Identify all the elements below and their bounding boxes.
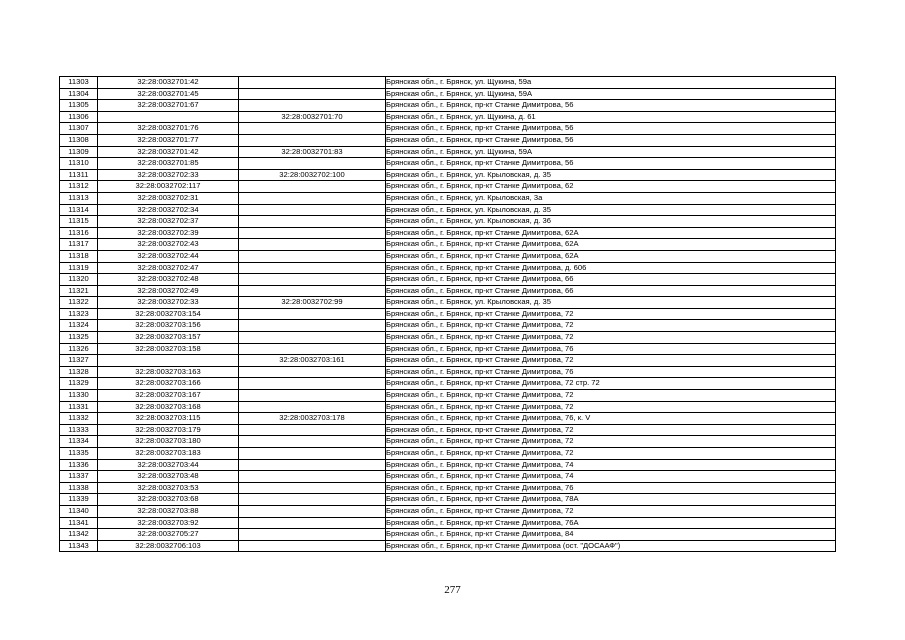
related-cadastral-number-cell [239, 505, 386, 517]
table-row [60, 378, 836, 390]
related-cadastral-number-cell [239, 436, 386, 448]
row-number-cell: 11303 [60, 77, 98, 89]
row-number-cell: 11340 [60, 505, 98, 517]
row-number-cell: 11324 [60, 320, 98, 332]
related-cadastral-number-cell [239, 192, 386, 204]
related-cadastral-number-cell: 32:28:0032701:83 [239, 146, 386, 158]
table-row [60, 192, 836, 204]
cadastral-number-cell: 32:28:0032703:92 [98, 517, 239, 529]
row-number-cell: 11307 [60, 123, 98, 135]
address-cell: Брянская обл., г. Брянск, ул. Щукина, 59а [386, 77, 836, 89]
cadastral-number-cell: 32:28:0032701:85 [98, 158, 239, 170]
table-row [60, 216, 836, 228]
table-row [60, 332, 836, 344]
address-cell: Брянская обл., г. Брянск, пр-кт Станке Димитрова, 76А [386, 517, 836, 529]
table-row [60, 343, 836, 355]
related-cadastral-number-cell [239, 77, 386, 89]
related-cadastral-number-cell [239, 308, 386, 320]
address-cell: Брянская обл., г. Брянск, пр-кт Станке Димитрова, 66 [386, 274, 836, 286]
address-cell: Брянская обл., г. Брянск, пр-кт Станке Димитрова, 66 [386, 285, 836, 297]
related-cadastral-number-cell [239, 343, 386, 355]
cadastral-number-cell: 32:28:0032702:47 [98, 262, 239, 274]
row-number-cell: 11310 [60, 158, 98, 170]
related-cadastral-number-cell [239, 401, 386, 413]
table-row [60, 297, 836, 309]
address-cell: Брянская обл., г. Брянск, пр-кт Станке Димитрова, 56 [386, 123, 836, 135]
address-cell: Брянская обл., г. Брянск, пр-кт Станке Димитрова, 62А [386, 227, 836, 239]
address-cell: Брянская обл., г. Брянск, пр-кт Станке Димитрова, 72 [386, 355, 836, 367]
address-cell: Брянская обл., г. Брянск, пр-кт Станке Димитрова, д. 606 [386, 262, 836, 274]
related-cadastral-number-cell: 32:28:0032703:161 [239, 355, 386, 367]
cadastral-number-cell [98, 355, 239, 367]
table-row [60, 390, 836, 402]
table-row [60, 355, 836, 367]
related-cadastral-number-cell [239, 262, 386, 274]
row-number-cell: 11312 [60, 181, 98, 193]
address-cell: Брянская обл., г. Брянск, ул. Щукина, 59А [386, 88, 836, 100]
address-cell: Брянская обл., г. Брянск, ул. Крыловская, д. 35 [386, 169, 836, 181]
row-number-cell: 11334 [60, 436, 98, 448]
related-cadastral-number-cell [239, 285, 386, 297]
row-number-cell: 11332 [60, 413, 98, 425]
cadastral-number-cell: 32:28:0032703:158 [98, 343, 239, 355]
row-number-cell: 11322 [60, 297, 98, 309]
related-cadastral-number-cell [239, 459, 386, 471]
row-number-cell: 11320 [60, 274, 98, 286]
address-cell: Брянская обл., г. Брянск, пр-кт Станке Димитрова, 72 [386, 390, 836, 402]
row-number-cell: 11314 [60, 204, 98, 216]
related-cadastral-number-cell [239, 88, 386, 100]
table-row [60, 413, 836, 425]
cadastral-number-cell: 32:28:0032703:44 [98, 459, 239, 471]
related-cadastral-number-cell [239, 332, 386, 344]
table-row [60, 308, 836, 320]
cadastral-number-cell: 32:28:0032703:180 [98, 436, 239, 448]
related-cadastral-number-cell: 32:28:0032701:70 [239, 111, 386, 123]
cadastral-number-cell: 32:28:0032702:117 [98, 181, 239, 193]
address-cell: Брянская обл., г. Брянск, пр-кт Станке Димитрова, 56 [386, 100, 836, 112]
related-cadastral-number-cell [239, 181, 386, 193]
related-cadastral-number-cell [239, 134, 386, 146]
cadastral-number-cell: 32:28:0032706:103 [98, 540, 239, 552]
table-row [60, 88, 836, 100]
address-cell: Брянская обл., г. Брянск, пр-кт Станке Димитрова, 78А [386, 494, 836, 506]
related-cadastral-number-cell [239, 100, 386, 112]
cadastral-number-cell: 32:28:0032702:49 [98, 285, 239, 297]
row-number-cell: 11325 [60, 332, 98, 344]
related-cadastral-number-cell [239, 216, 386, 228]
cadastral-number-cell: 32:28:0032703:167 [98, 390, 239, 402]
cadastral-number-cell: 32:28:0032701:77 [98, 134, 239, 146]
row-number-cell: 11330 [60, 390, 98, 402]
related-cadastral-number-cell [239, 320, 386, 332]
row-number-cell: 11311 [60, 169, 98, 181]
cadastral-number-cell: 32:28:0032703:183 [98, 448, 239, 460]
table-row [60, 146, 836, 158]
row-number-cell: 11339 [60, 494, 98, 506]
row-number-cell: 11342 [60, 529, 98, 541]
table-row [60, 459, 836, 471]
address-cell: Брянская обл., г. Брянск, пр-кт Станке Димитрова, 62А [386, 250, 836, 262]
row-number-cell: 11341 [60, 517, 98, 529]
cadastral-number-cell: 32:28:0032702:33 [98, 169, 239, 181]
row-number-cell: 11327 [60, 355, 98, 367]
row-number-cell: 11321 [60, 285, 98, 297]
address-cell: Брянская обл., г. Брянск, пр-кт Станке Димитрова, 62 [386, 181, 836, 193]
address-cell: Брянская обл., г. Брянск, ул. Крыловская, 3а [386, 192, 836, 204]
row-number-cell: 11318 [60, 250, 98, 262]
row-number-cell: 11305 [60, 100, 98, 112]
cadastral-registry-table [59, 76, 836, 552]
cadastral-number-cell: 32:28:0032701:45 [98, 88, 239, 100]
related-cadastral-number-cell [239, 494, 386, 506]
table-row [60, 227, 836, 239]
table-row [60, 366, 836, 378]
address-cell: Брянская обл., г. Брянск, пр-кт Станке Димитрова, 72 [386, 505, 836, 517]
row-number-cell: 11338 [60, 482, 98, 494]
related-cadastral-number-cell: 32:28:0032702:99 [239, 297, 386, 309]
related-cadastral-number-cell [239, 424, 386, 436]
related-cadastral-number-cell [239, 517, 386, 529]
table-row [60, 448, 836, 460]
cadastral-number-cell: 32:28:0032703:163 [98, 366, 239, 378]
related-cadastral-number-cell [239, 471, 386, 483]
table-row [60, 134, 836, 146]
table-row [60, 424, 836, 436]
table-row [60, 529, 836, 541]
page-number: 277 [444, 584, 461, 596]
related-cadastral-number-cell [239, 540, 386, 552]
related-cadastral-number-cell [239, 366, 386, 378]
cadastral-number-cell: 32:28:0032702:48 [98, 274, 239, 286]
cadastral-number-cell: 32:28:0032703:157 [98, 332, 239, 344]
row-number-cell: 11309 [60, 146, 98, 158]
address-cell: Брянская обл., г. Брянск, ул. Крыловская, д. 35 [386, 297, 836, 309]
address-cell: Брянская обл., г. Брянск, ул. Щукина, д. 61 [386, 111, 836, 123]
related-cadastral-number-cell [239, 390, 386, 402]
row-number-cell: 11304 [60, 88, 98, 100]
row-number-cell: 11306 [60, 111, 98, 123]
address-cell: Брянская обл., г. Брянск, пр-кт Станке Димитрова, 76, к. V [386, 413, 836, 425]
address-cell: Брянская обл., г. Брянск, пр-кт Станке Димитрова (ост. "ДОСААФ") [386, 540, 836, 552]
address-cell: Брянская обл., г. Брянск, ул. Крыловская, д. 35 [386, 204, 836, 216]
cadastral-number-cell: 32:28:0032701:76 [98, 123, 239, 135]
address-cell: Брянская обл., г. Брянск, пр-кт Станке Димитрова, 62А [386, 239, 836, 251]
table-row [60, 77, 836, 89]
address-cell: Брянская обл., г. Брянск, пр-кт Станке Димитрова, 72 [386, 332, 836, 344]
address-cell: Брянская обл., г. Брянск, пр-кт Станке Димитрова, 84 [386, 529, 836, 541]
table-row [60, 285, 836, 297]
cadastral-number-cell: 32:28:0032703:88 [98, 505, 239, 517]
table-row [60, 401, 836, 413]
cadastral-number-cell: 32:28:0032702:39 [98, 227, 239, 239]
cadastral-number-cell: 32:28:0032703:179 [98, 424, 239, 436]
row-number-cell: 11335 [60, 448, 98, 460]
table-row [60, 111, 836, 123]
related-cadastral-number-cell [239, 239, 386, 251]
row-number-cell: 11326 [60, 343, 98, 355]
address-cell: Брянская обл., г. Брянск, пр-кт Станке Димитрова, 56 [386, 134, 836, 146]
row-number-cell: 11329 [60, 378, 98, 390]
table-row [60, 239, 836, 251]
table-row [60, 123, 836, 135]
related-cadastral-number-cell: 32:28:0032703:178 [239, 413, 386, 425]
address-cell: Брянская обл., г. Брянск, пр-кт Станке Димитрова, 76 [386, 343, 836, 355]
row-number-cell: 11337 [60, 471, 98, 483]
cadastral-number-cell: 32:28:0032703:166 [98, 378, 239, 390]
table-row [60, 436, 836, 448]
related-cadastral-number-cell [239, 529, 386, 541]
address-cell: Брянская обл., г. Брянск, пр-кт Станке Димитрова, 72 [386, 424, 836, 436]
address-cell: Брянская обл., г. Брянск, пр-кт Станке Димитрова, 74 [386, 471, 836, 483]
cadastral-number-cell: 32:28:0032703:53 [98, 482, 239, 494]
address-cell: Брянская обл., г. Брянск, пр-кт Станке Димитрова, 74 [386, 459, 836, 471]
row-number-cell: 11323 [60, 308, 98, 320]
table-row [60, 482, 836, 494]
table-row [60, 262, 836, 274]
cadastral-number-cell: 32:28:0032703:48 [98, 471, 239, 483]
address-cell: Брянская обл., г. Брянск, пр-кт Станке Димитрова, 72 [386, 448, 836, 460]
cadastral-number-cell: 32:28:0032703:68 [98, 494, 239, 506]
row-number-cell: 11343 [60, 540, 98, 552]
related-cadastral-number-cell [239, 158, 386, 170]
related-cadastral-number-cell [239, 482, 386, 494]
address-cell: Брянская обл., г. Брянск, ул. Крыловская, д. 36 [386, 216, 836, 228]
cadastral-number-cell: 32:28:0032703:115 [98, 413, 239, 425]
address-cell: Брянская обл., г. Брянск, пр-кт Станке Димитрова, 72 [386, 308, 836, 320]
cadastral-number-cell: 32:28:0032703:154 [98, 308, 239, 320]
row-number-cell: 11336 [60, 459, 98, 471]
table-row [60, 181, 836, 193]
related-cadastral-number-cell [239, 123, 386, 135]
cadastral-number-cell: 32:28:0032702:33 [98, 297, 239, 309]
table-row [60, 505, 836, 517]
row-number-cell: 11316 [60, 227, 98, 239]
related-cadastral-number-cell: 32:28:0032702:100 [239, 169, 386, 181]
row-number-cell: 11317 [60, 239, 98, 251]
table-row [60, 250, 836, 262]
row-number-cell: 11313 [60, 192, 98, 204]
cadastral-number-cell: 32:28:0032701:42 [98, 77, 239, 89]
related-cadastral-number-cell [239, 227, 386, 239]
cadastral-number-cell: 32:28:0032705:27 [98, 529, 239, 541]
address-cell: Брянская обл., г. Брянск, пр-кт Станке Димитрова, 72 стр. 72 [386, 378, 836, 390]
table-row [60, 540, 836, 552]
cadastral-number-cell: 32:28:0032702:34 [98, 204, 239, 216]
cadastral-number-cell [98, 111, 239, 123]
row-number-cell: 11319 [60, 262, 98, 274]
row-number-cell: 11331 [60, 401, 98, 413]
address-cell: Брянская обл., г. Брянск, пр-кт Станке Димитрова, 72 [386, 401, 836, 413]
table-row [60, 471, 836, 483]
address-cell: Брянская обл., г. Брянск, пр-кт Станке Димитрова, 76 [386, 366, 836, 378]
table-row [60, 274, 836, 286]
address-cell: Брянская обл., г. Брянск, пр-кт Станке Димитрова, 76 [386, 482, 836, 494]
row-number-cell: 11333 [60, 424, 98, 436]
table-row [60, 494, 836, 506]
address-cell: Брянская обл., г. Брянск, пр-кт Станке Димитрова, 72 [386, 436, 836, 448]
table-row [60, 100, 836, 112]
address-cell: Брянская обл., г. Брянск, пр-кт Станке Димитрова, 56 [386, 158, 836, 170]
table-row [60, 169, 836, 181]
table-row [60, 517, 836, 529]
registry-table-body [60, 77, 836, 552]
cadastral-number-cell: 32:28:0032702:43 [98, 239, 239, 251]
cadastral-number-cell: 32:28:0032703:168 [98, 401, 239, 413]
row-number-cell: 11308 [60, 134, 98, 146]
table-row [60, 204, 836, 216]
row-number-cell: 11315 [60, 216, 98, 228]
table-row [60, 320, 836, 332]
cadastral-number-cell: 32:28:0032703:156 [98, 320, 239, 332]
cadastral-number-cell: 32:28:0032702:44 [98, 250, 239, 262]
table-row [60, 158, 836, 170]
row-number-cell: 11328 [60, 366, 98, 378]
related-cadastral-number-cell [239, 274, 386, 286]
cadastral-number-cell: 32:28:0032701:42 [98, 146, 239, 158]
address-cell: Брянская обл., г. Брянск, пр-кт Станке Димитрова, 72 [386, 320, 836, 332]
cadastral-number-cell: 32:28:0032702:31 [98, 192, 239, 204]
related-cadastral-number-cell [239, 448, 386, 460]
related-cadastral-number-cell [239, 250, 386, 262]
address-cell: Брянская обл., г. Брянск, ул. Щукина, 59А [386, 146, 836, 158]
cadastral-number-cell: 32:28:0032701:67 [98, 100, 239, 112]
related-cadastral-number-cell [239, 378, 386, 390]
cadastral-number-cell: 32:28:0032702:37 [98, 216, 239, 228]
related-cadastral-number-cell [239, 204, 386, 216]
